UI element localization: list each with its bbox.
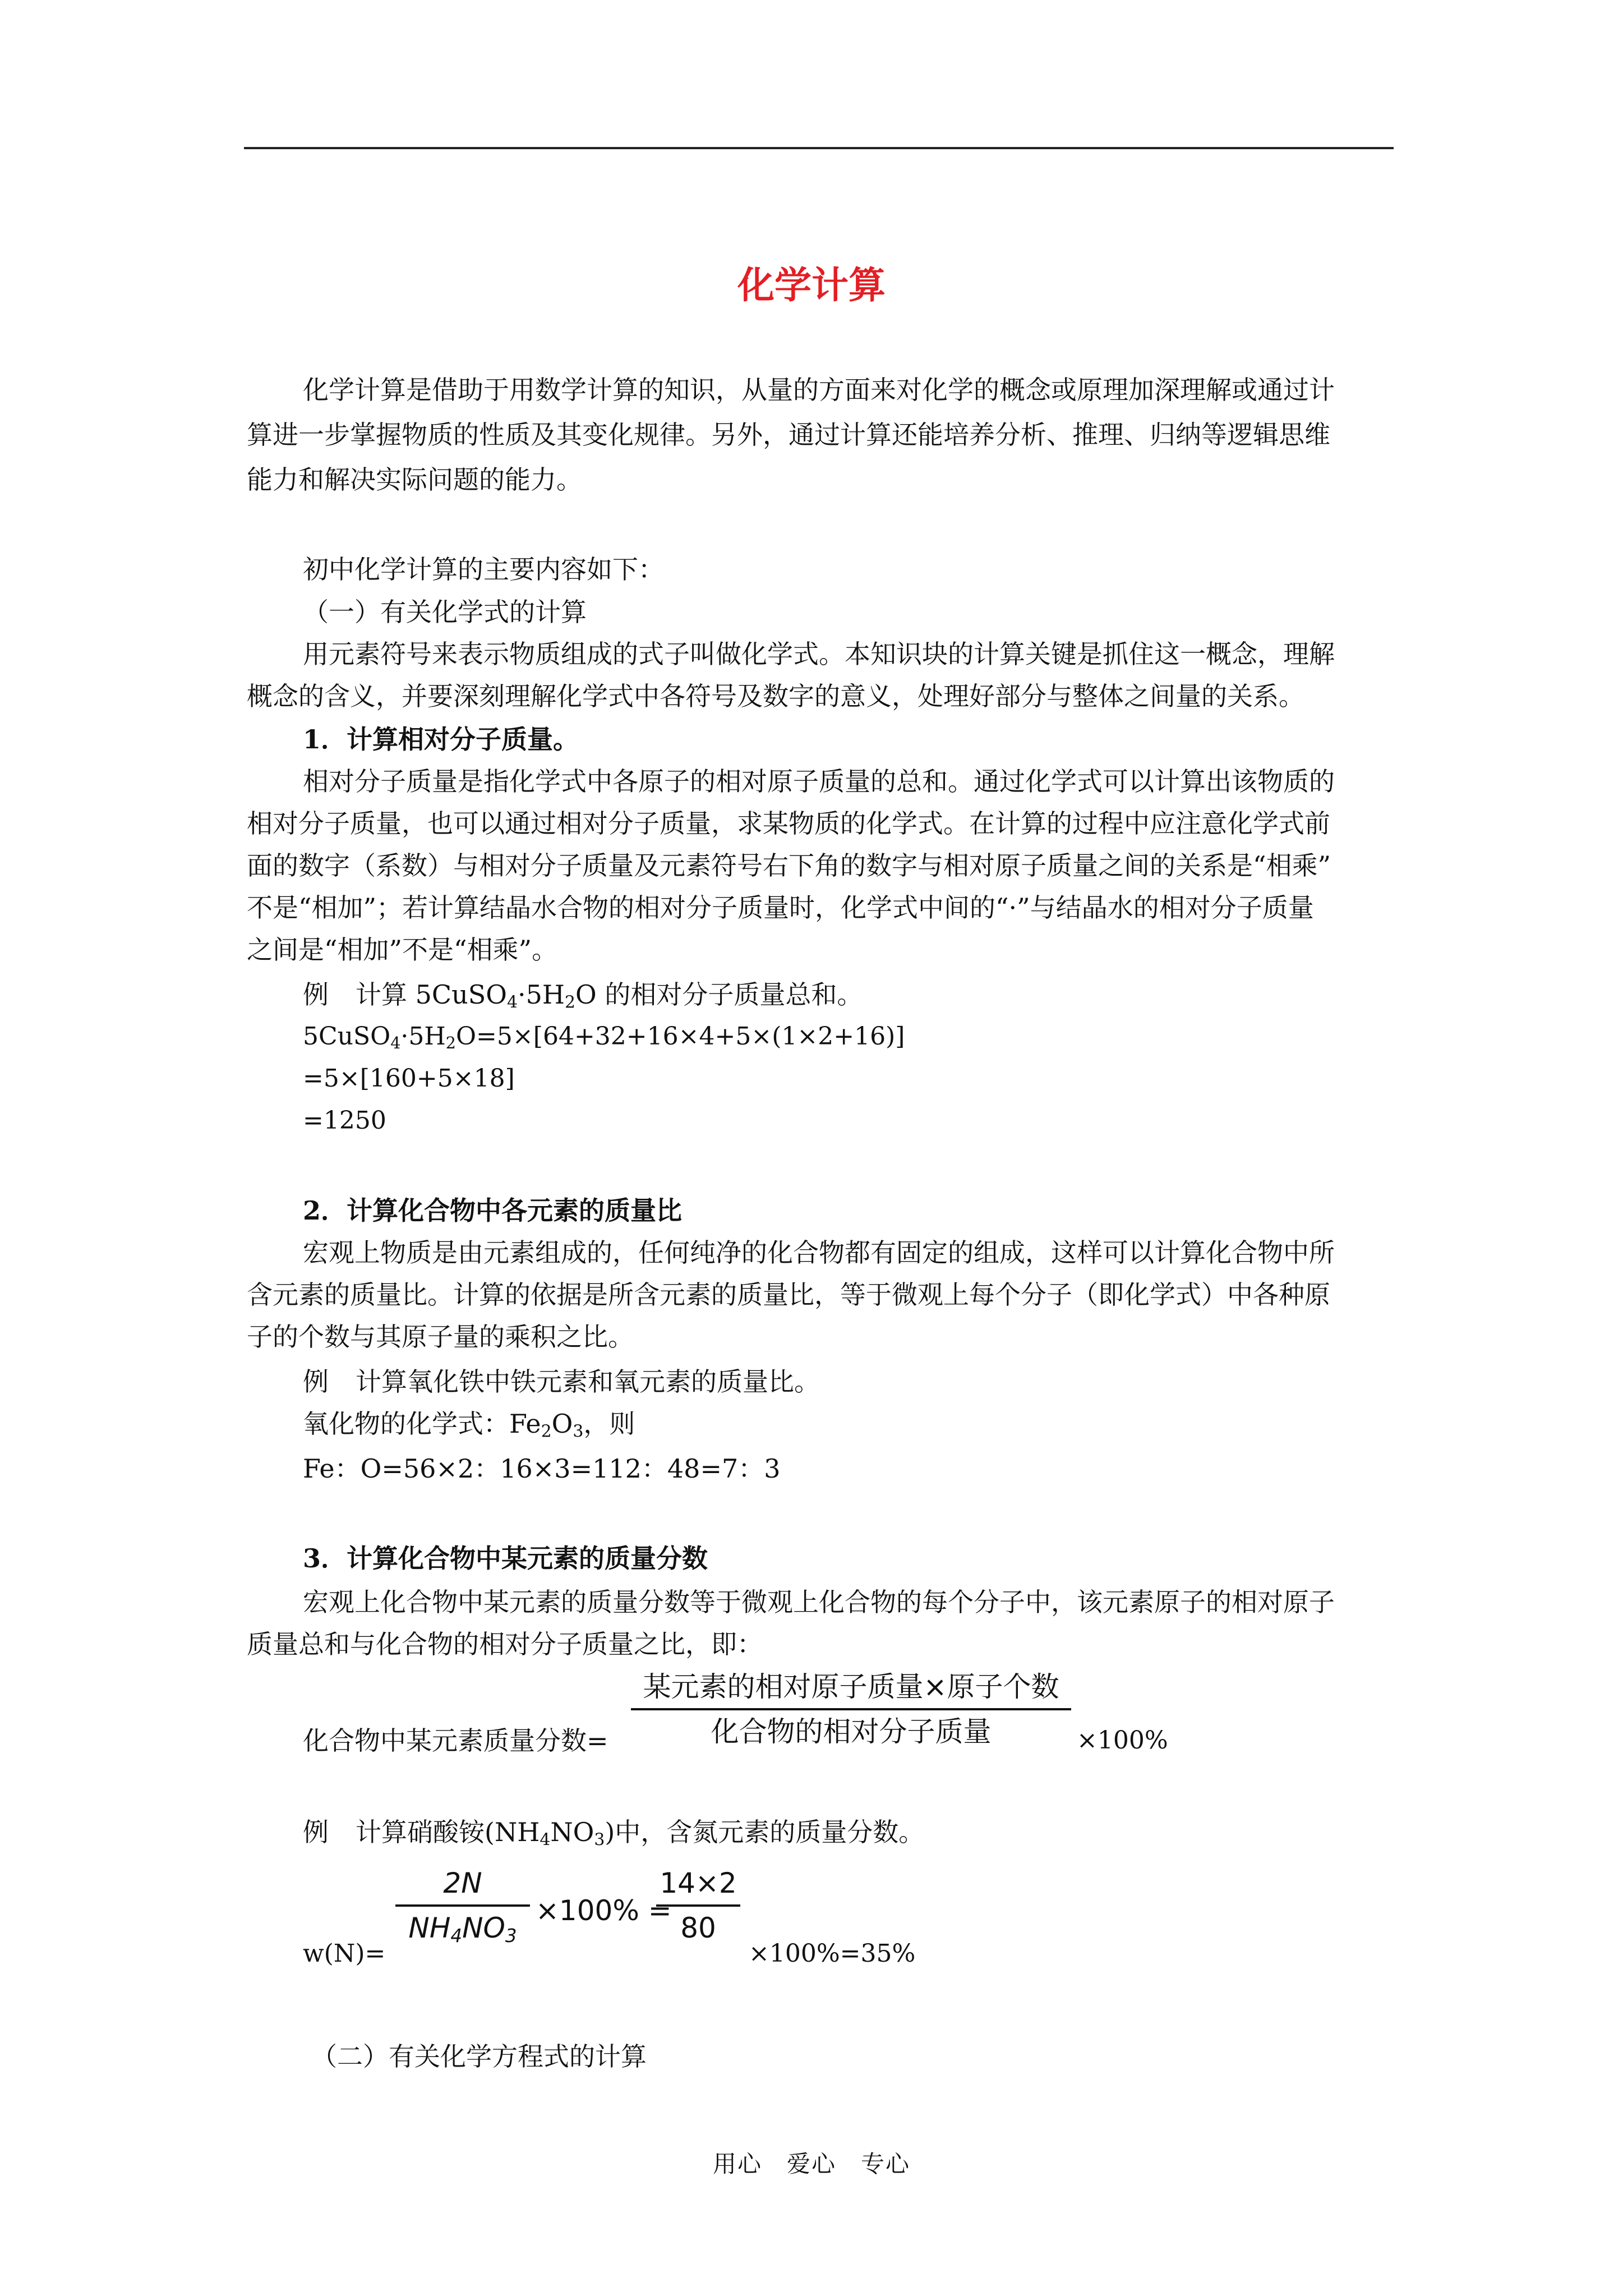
intro-line-1: 化学计算是借助于用数学计算的知识，从量的方面来对化学的概念或原理加深理解或通过计 xyxy=(303,375,1335,405)
item3-desc-1: 宏观上化合物中某元素的质量分数等于微观上化合物的每个分子中，该元素原子的相对原子 xyxy=(303,1587,1335,1617)
main-content-intro: 初中化学计算的主要内容如下： xyxy=(303,554,664,585)
fraction-14x2: 14×2 80 xyxy=(656,1865,740,1946)
fraction-times: ×100% = xyxy=(536,1894,672,1927)
section1-heading: （一）有关化学式的计算 xyxy=(303,597,587,627)
item3-heading: 3．计算化合物中某元素的质量分数 xyxy=(303,1543,708,1573)
item1-desc-1: 相对分子质量是指化学式中各原子的相对原子质量的总和。通过化学式可以计算出该物质的 xyxy=(303,766,1335,797)
fraction-bar xyxy=(631,1708,1071,1710)
item1-heading: 1．计算相对分子质量。 xyxy=(303,724,579,754)
item1-calc-3: =1250 xyxy=(303,1106,386,1135)
mass-fraction-formula xyxy=(631,1669,1071,1750)
section1-desc-2: 概念的含义，并要深刻理解化学式中各符号及数字的意义，处理好部分与整体之间量的关系。 xyxy=(247,681,1304,711)
item2-desc-3: 子的个数与其原子量的乘积之比。 xyxy=(247,1322,634,1352)
formula-denominator: 化合物的相对分子质量 xyxy=(711,1715,992,1748)
item1-calc-1: $5CuSO_4\cdot 5H_2O=5\times[64+32+16\times 4+5\times(1\times 2+16)]$ xyxy=(303,1022,905,1053)
page-title: 化学计算 xyxy=(737,263,886,307)
item3-example: 例 计算硝酸铵$(NH_4NO_3)$中，含氮元素的质量分数。 xyxy=(303,1817,925,1850)
section2-heading: （二）有关化学方程式的计算 xyxy=(311,2041,647,2072)
result: ×100%=35% xyxy=(749,1939,916,1968)
item2-heading: 2．计算化合物中各元素的质量比 xyxy=(303,1195,683,1226)
item1-desc-4: 不是“相加”；若计算结晶水合物的相对分子质量时，化学式中间的“·”与结晶水的相对分子质量 xyxy=(247,892,1314,923)
item1-desc-2: 相对分子质量，也可以通过相对分子质量，求某物质的化学式。在计算的过程中应注意化学式前 xyxy=(247,808,1330,839)
item2-desc-2: 含元素的质量比。计算的依据是所含元素的质量比，等于微观上每个分子（即化学式）中各种原 xyxy=(247,1280,1330,1310)
header-rule xyxy=(244,147,1394,149)
page-footer: 用心 爱心 专心 xyxy=(712,2150,910,2178)
item3-desc-2: 质量总和与化合物的相对分子质量之比，即： xyxy=(247,1629,763,1659)
formula-suffix: ×100% xyxy=(1077,1726,1168,1755)
example-label: 例 xyxy=(303,1366,329,1397)
intro-line-2: 算进一步掌握物质的性质及其变化规律。另外，通过计算还能培养分析、推理、归纳等逻辑思维 xyxy=(247,420,1330,450)
w-label: w(N)= xyxy=(303,1939,386,1968)
item1-calc-2: =5×[160+5×18] xyxy=(303,1064,515,1093)
item1-example: 例 计算 $5CuSO_4\cdot 5H_2O$ 的相对分子质量总和。 xyxy=(303,979,863,1013)
item1-desc-3: 面的数字（系数）与相对分子质量及元素符号右下角的数字与相对原子质量之间的关系是“相乘” xyxy=(247,850,1331,881)
formula-numerator: 某元素的相对原子质量×原子个数 xyxy=(643,1671,1059,1703)
item2-desc-1: 宏观上物质是由元素组成的，任何纯净的化合物都有固定的组成，这样可以计算化合物中所 xyxy=(303,1237,1335,1268)
formula-label: 化合物中某元素质量分数= xyxy=(303,1726,608,1756)
item2-example: 例 计算氧化铁中铁元素和氧元素的质量比。 xyxy=(303,1366,820,1397)
item2-ratio: Fe：O=56×2：16×3=112：48=7：3 xyxy=(303,1453,781,1484)
fraction-2n: 2N $NH_4NO_3$ xyxy=(395,1865,530,1954)
item1-desc-5: 之间是“相加”不是“相乘”。 xyxy=(247,935,558,965)
example-label: 例 xyxy=(303,979,329,1010)
section1-desc-1: 用元素符号来表示物质组成的式子叫做化学式。本知识块的计算关键是抓住这一概念，理解 xyxy=(303,639,1335,669)
item2-formula: 氧化物的化学式：$Fe_2O_3$，则 xyxy=(303,1409,635,1442)
intro-line-3: 能力和解决实际问题的能力。 xyxy=(247,464,582,495)
example-label: 例 xyxy=(303,1817,329,1847)
